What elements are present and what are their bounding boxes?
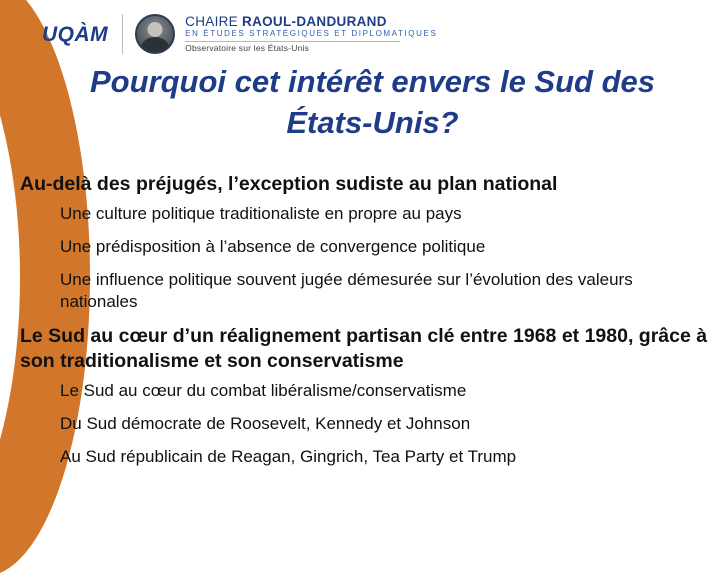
list-item (18, 380, 708, 402)
list-item-text: Une culture politique traditionaliste en propre au pays (60, 203, 462, 223)
bullet-dot-icon: • (40, 381, 46, 401)
list-item-text: Du Sud démocrate de Roosevelt, Kennedy et Johnson (60, 414, 471, 434)
bullet-dot-icon: • (40, 237, 46, 257)
list-item-text: Le Sud au cœur du combat libéralisme/conservatisme (60, 381, 467, 401)
chair-logo-text (185, 15, 437, 52)
block-2-heading: Le Sud au cœur d’un réalignement partisan clé entre 1968 et 1980, grâce à son traditionalisme et son conservatisme (20, 325, 708, 373)
content-block-1 (18, 172, 708, 313)
uqam-logo: UQÀM (42, 22, 109, 46)
slide-header (42, 10, 437, 58)
list-item-text: Une prédisposition à l’absence de convergence politique (60, 237, 486, 257)
slide-body (18, 172, 708, 480)
list-item (18, 203, 708, 225)
chair-subtitle: EN ÉTUDES STRATÉGIQUES ET DIPLOMATIQUES (185, 29, 438, 39)
content-block-2 (18, 324, 708, 468)
bullet-dot-icon: • (40, 447, 46, 467)
chair-name (185, 15, 437, 29)
list-item-text: Une influence politique souvent jugée démesurée sur l’évolution des valeurs nationales (60, 270, 633, 312)
list-item (18, 236, 708, 258)
list-item (18, 446, 708, 468)
chair-divider (185, 41, 400, 42)
list-item-text: Au Sud républicain de Reagan, Gingrich, Tea Party et Trump (60, 447, 517, 467)
bullet-dot-icon: • (40, 414, 46, 434)
block-1-bullet-list (18, 203, 708, 313)
chair-name-prefix: CHAIRE (185, 14, 243, 30)
portrait-icon (135, 14, 175, 54)
list-item (18, 413, 708, 435)
list-item (18, 269, 708, 313)
bullet-dot-icon: • (40, 203, 46, 223)
chair-name-bold: RAOUL-DANDURAND (242, 14, 387, 30)
chair-observatory: Observatoire sur les États-Unis (185, 42, 309, 53)
block-2-bullet-list (18, 380, 708, 468)
page-title: Pourquoi cet intérêt envers le Sud des États-Unis? (89, 64, 656, 140)
block-1-heading: Au-delà des préjugés, l’exception sudiste au plan national (20, 173, 558, 195)
bullet-dot-icon: • (40, 270, 46, 290)
logo-divider (122, 14, 123, 54)
